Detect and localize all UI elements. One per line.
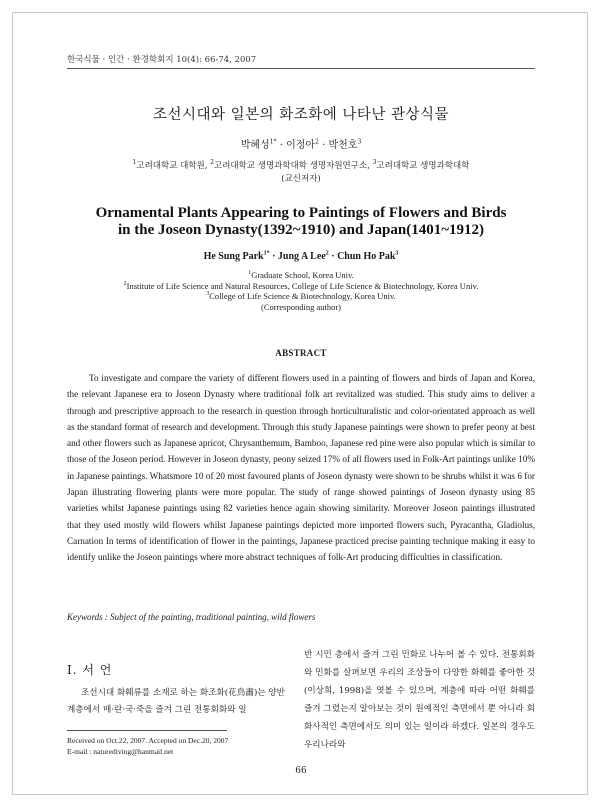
author-name: 박혜성 <box>240 140 270 151</box>
affil-sup: 3 <box>206 291 210 298</box>
body-paragraph: 조선시대 화훼류를 소재로 하는 화조화(花鳥畵)는 양반계층에서 매·란·국·죽을 즐겨 그린 전통회화와 일 <box>67 688 285 715</box>
affil-sup: 1 <box>248 270 252 277</box>
author-sup: 2 <box>315 138 319 146</box>
affiliation-line <box>13 270 588 281</box>
author-name: 이정아 <box>286 140 316 151</box>
korean-title: 조선시대와 일본의 화조화에 나타난 관상식물 <box>152 107 450 123</box>
affil-text: 고려대학교 생명과학대학 <box>376 161 470 171</box>
korean-authors <box>13 136 588 151</box>
received-dates: Received on Oct.22, 2007. Accepted on Dec.20, 2007 <box>67 736 229 745</box>
body-column-left <box>67 685 285 719</box>
author-sup: 3 <box>357 138 362 146</box>
author-name: Jung A Lee <box>277 251 326 262</box>
affil-sup: 2 <box>210 159 214 167</box>
affil-text: Institute of Life Science and Natural Resources, College of Life Science & Biotechnology, Korea Univ. <box>126 280 479 291</box>
paper-page <box>12 12 588 795</box>
corresponding-author-note: (교신저자) <box>281 174 321 184</box>
author-name: 박천호 <box>328 140 358 151</box>
english-title <box>13 205 588 239</box>
affil-text: Graduate School, Korea Univ. <box>251 270 354 280</box>
english-title-line: in the Joseon Dynasty(1392~1910) and Japan(1401~1912) <box>117 222 485 238</box>
author-sup: 1* <box>263 250 270 257</box>
header-rule <box>67 68 535 69</box>
affiliation-line <box>13 291 588 302</box>
abstract-paragraph: To investigate and compare the variety of different flowers used in a painting of flowers and birds of Japan and Korea, the relevant Japanese era to Joseon Dynasty where traditional folk art revitalized was studied. This study aims to deliver a through and prescriptive approach to the research in question through horticulturalistic and color-orientated approach as well as the standard format of research and development. Through this study Japanese paintings were shown to prefer peony at best and other flowers such as Japanese apricot, Chrysanthemum, Bamboo, Japanese red pine were also popular which is similar to those of the Joseon period. However in Joseon dynasty, peony seized 17% of all flowers used in Folk-Art paintings unlike 10% in Japanese paintings. Whatsmore 10 of 20 most favoured plants of Joseon dynasty were shown to be shrubs whilst it was 6 for Japan illustrating flowering plants were more popular. The study of range showed paintings of Joseon dynasty using 85 varieties whilst Japanese paintings using 82 varieties hence again showing similarity. Moreover Joseon paintings illustrated that they used mostly wild flowers whilst Japanese paintings depicted more imported flowers such, Pyracantha, Gladiolus, Carnation In terms of identification of flower in the paintings, Japanese practiced precise painting technique making it easy to identify unlike the Joseon paintings where more abstract techniques of folk-Art producing difficulties in classification. <box>67 373 535 563</box>
author-separator: · <box>318 140 329 151</box>
footnote <box>67 735 287 757</box>
affil-text: 고려대학교 생명과학대학 생명자원연구소, <box>213 161 373 171</box>
page-number: 66 <box>295 766 307 776</box>
affil-text: (Corresponding author) <box>260 301 342 312</box>
author-sup: 1* <box>269 138 277 146</box>
author-name: He Sung Park <box>203 251 264 262</box>
english-affiliations <box>13 270 588 312</box>
author-sup: 2 <box>325 250 329 257</box>
abstract-heading: ABSTRACT <box>275 348 327 358</box>
keywords: Keywords : Subject of the painting, traditional painting, wild flowers <box>67 612 316 622</box>
author-separator: · <box>269 251 278 262</box>
affil-text: College of Life Science & Biotechnology, Korea Univ. <box>209 291 396 301</box>
author-separator: · <box>328 251 338 262</box>
section-heading: Ⅰ. 서 언 <box>67 663 113 677</box>
running-head: 한국식물 · 인간 · 환경학회지 10(4): 66-74, 2007 <box>67 55 257 65</box>
english-title-line: Ornamental Plants Appearing to Paintings of Flowers and Birds <box>95 205 507 221</box>
affil-sup: 2 <box>123 280 127 287</box>
affil-sup: 1 <box>132 159 137 167</box>
email-line: E-mail : naturediving@hanmail.net <box>67 747 174 756</box>
author-sup: 3 <box>395 250 399 257</box>
author-separator: · <box>276 140 287 151</box>
affiliation-line <box>13 281 588 292</box>
affiliation-line <box>13 302 588 313</box>
korean-affiliation-line <box>13 160 588 173</box>
abstract-body <box>67 370 535 566</box>
body-column-right <box>304 646 535 754</box>
english-authors <box>13 251 588 262</box>
korean-affiliations <box>13 160 588 186</box>
affil-text: 고려대학교 대학원, <box>136 161 211 171</box>
affil-sup: 3 <box>372 159 377 167</box>
footnote-rule <box>67 730 227 731</box>
author-name: Chun Ho Pak <box>337 251 396 262</box>
body-paragraph: 반 시민 층에서 즐겨 그린 민화로 나누어 볼 수 있다. 전통회화와 민화를 살펴보면 우리의 조상들이 다양한 화훼를 좋아한 것(이상희, 1998)을 엿볼 수 있으며, 계층에 따라 어떤 화훼를 즐겨 그렸는지 알아보는 것이 원예적인 측면에서 뿐 아니라 회화사적인 측면에서도 의미 있는 일이라 하겠다. 일본의 경우도 우리나라와 <box>304 650 535 750</box>
